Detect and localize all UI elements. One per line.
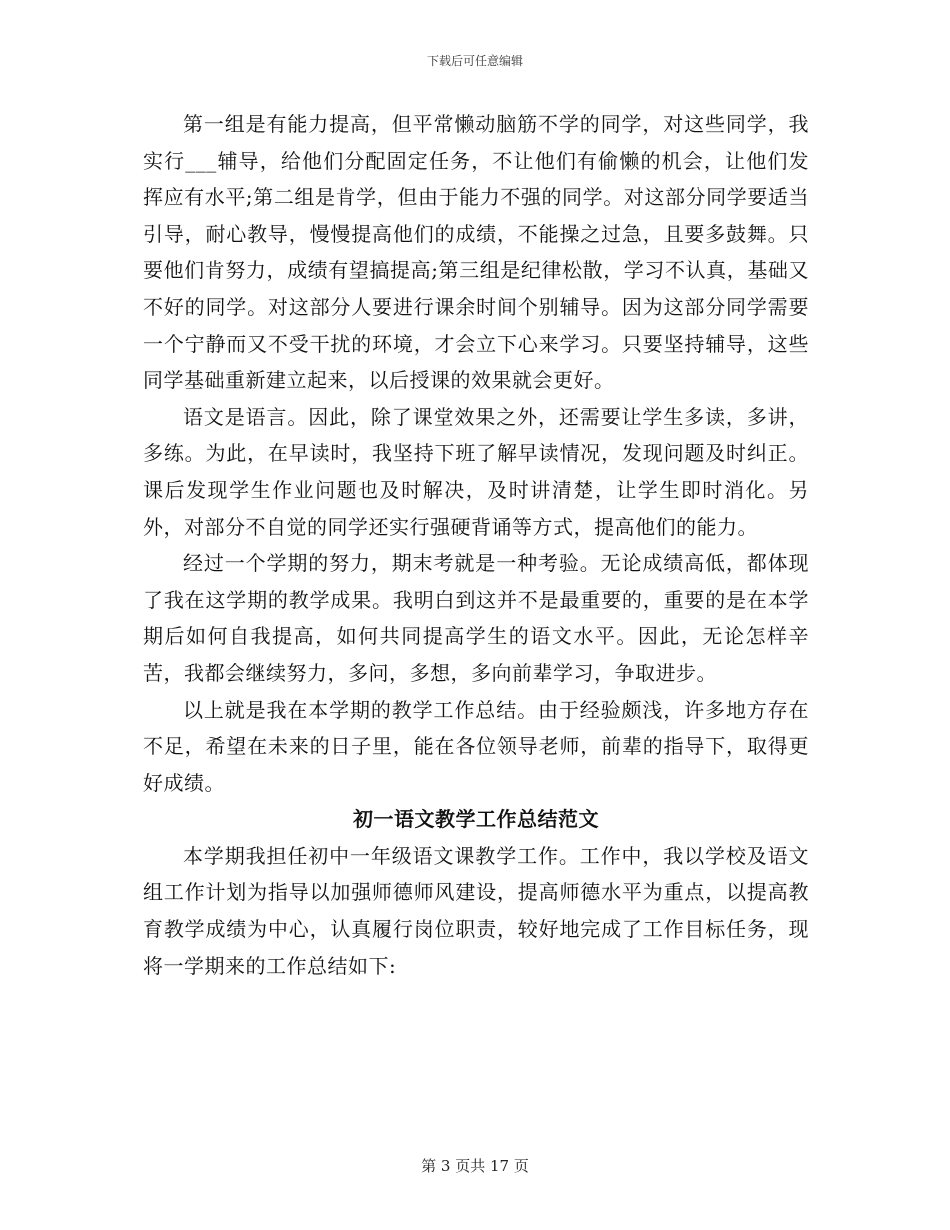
paragraph: 第一组是有能力提高，但平常懒动脑筋不学的同学，对这些同学，我实行___辅导，给他们分配固定任务，不让他们有偷懒的机会，让他们发挥应有水平;第二组是肯学，但由于能力不强的同学。对这部分同学要适当引导，耐心教导，慢慢提高他们的成绩，不能操之过急，且要多鼓舞。只要他们肯努力，成绩有望搞提高;第三组是纪律松散，学习不认真，基础又不好的同学。对这部分人要进行课余时间个别辅导。因为这部分同学需要一个宁静而又不受干扰的环境，才会立下心来学习。只要坚持辅导，这些同学基础重新建立起来，以后授课的效果就会更好。: [143, 112, 809, 393]
paragraph: 本学期我担任初中一年级语文课教学工作。工作中，我以学校及语文组工作计划为指导以加强师德师风建设，提高师德水平为重点，以提高教育教学成绩为中心，认真履行岗位职责，较好地完成了工作目标任务，现将一学期来的工作总结如下:: [143, 843, 809, 978]
paragraph: 语文是语言。因此，除了课堂效果之外，还需要让学生多读，多讲，多练。为此，在早读时，我坚持下班了解早读情况，发现问题及时纠正。课后发现学生作业问题也及时解决，及时讲清楚，让学生即时消化。另外，对部分不自觉的同学还实行强硬背诵等方式，提高他们的能力。: [143, 404, 809, 539]
paragraph: 以上就是我在本学期的教学工作总结。由于经验颇浅，许多地方存在不足，希望在未来的日子里，能在各位领导老师，前辈的指导下，取得更好成绩。: [143, 697, 809, 795]
paragraph: 经过一个学期的努力，期末考就是一种考验。无论成绩高低，都体现了我在这学期的教学成果。我明白到这并不是最重要的，重要的是在本学期后如何自我提高，如何共同提高学生的语文水平。因此，无论怎样辛苦，我都会继续努力，多问，多想，多向前辈学习，争取进步。: [143, 551, 809, 685]
page-number: 第 3 页共 17 页: [421, 1157, 529, 1175]
document-body: [143, 106, 809, 984]
section-title: 初一语文教学工作总结范文: [353, 807, 599, 832]
page-header: 下载后可任意编辑: [426, 54, 523, 68]
